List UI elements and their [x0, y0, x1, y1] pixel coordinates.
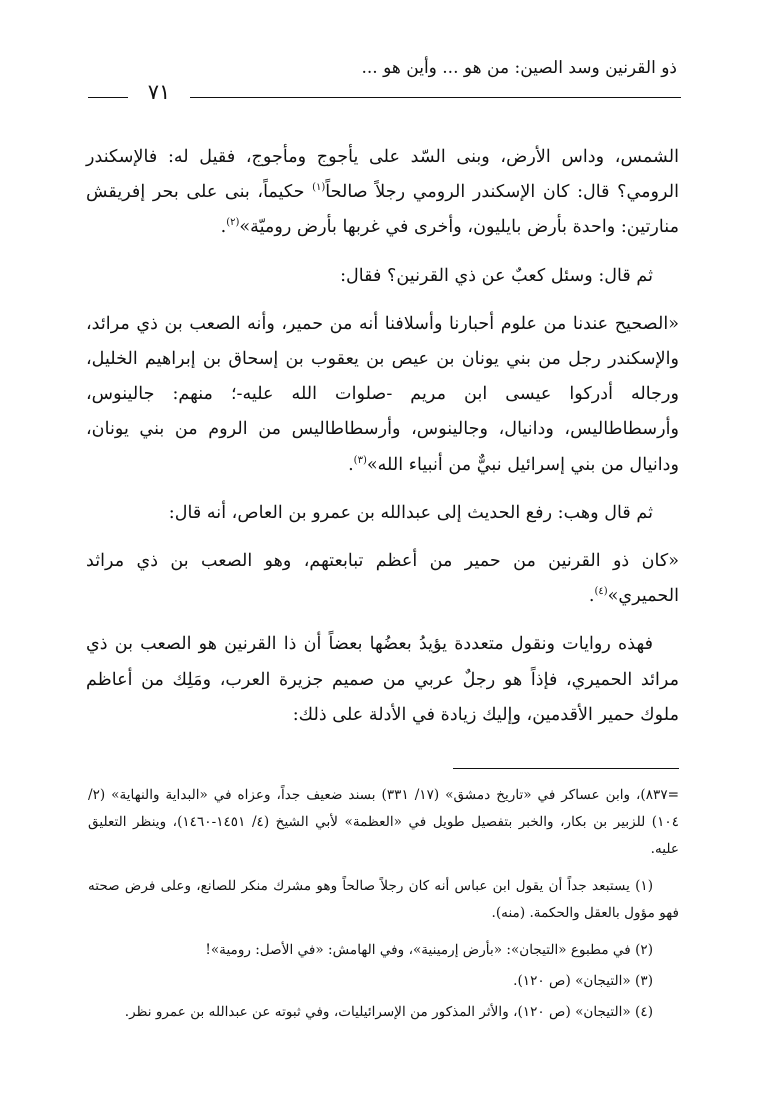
footnote-3: (٣) «التيجان» (ص ١٢٠).: [513, 973, 653, 989]
paragraph: [86, 496, 679, 531]
footnote-marker: (٤): [594, 586, 608, 598]
main-text: [86, 140, 679, 746]
quotation: [86, 544, 679, 614]
paragraph-end: .: [348, 454, 354, 475]
paragraph: [86, 627, 679, 733]
paragraph-text: ثم قال وهب: رفع الحديث إلى عبدالله بن عمرو بن العاص، أنه قال:: [168, 502, 653, 523]
quotation-text: «كان ذو القرنين من حمير من أعظم تبابعتهم، وهو الصعب بن ذي مراثد الحميري»: [86, 551, 679, 607]
paragraph-text: فهذه روايات ونقول متعددة يؤيدُ بعضُها بعضاً أن ذا القرنين هو الصعب بن ذي مرائد الحميري، فإذاً هو رجلٌ عربي من صميم جزيرة العرب، ومَلِك من أعاظم ملوك حمير الأقدمين، وإليك زيادة في الأدلة على ذلك:: [86, 634, 679, 725]
paragraph-end: .: [220, 217, 227, 238]
running-title: ذو القرنين وسد الصين: من هو ... وأين هو ...: [361, 58, 677, 78]
footnote-1: (١) يستبعد جداً أن يقول ابن عباس أنه كان رجلاً صالحاً وهو مشرك منكر للصانع، وعلى فرض صحته فهو مؤول بالعقل والحكمة. (منه).: [88, 878, 679, 921]
paragraph: [86, 259, 679, 294]
paragraph-text: الشمس، وداس الأرض، وبنى السّد على يأجوج ومأجوج، فقيل له: فالإسكندر الرومي؟ قال: كان الإسكندر الرومي رجلاً صالحاً: [86, 147, 680, 203]
footnote-separator: [453, 768, 679, 769]
footnote-4: (٤) «التيجان» (ص ١٢٠)، والأثر المذكور من الإسرائيليات، وفي ثبوته عن عبدالله بن عمرو نظر.: [124, 1004, 653, 1020]
page-number: ٧١: [147, 80, 171, 104]
footnote-marker: (١): [312, 182, 326, 194]
header-rule: [190, 97, 681, 98]
paragraph: [86, 140, 679, 246]
footnotes: [88, 782, 679, 1036]
footnote-continuation: =٨٣٧)، وابن عساكر في «تاريخ دمشق» (١٧/ ٣٣١) بسند ضعيف جداً، وعزاه في «البداية والنهاية» (٢/ ١٠٤) للزبير بن بكار، والخبر بتفصيل طويل في «العظمة» لأبي الشيخ (٤/ ١٤٥١-١٤٦٠)، وينظر التعليق عليه.: [88, 787, 680, 857]
paragraph-end: .: [588, 586, 595, 607]
paragraph-text: حكيماً، بنى على بحر إفريقش منارتين: واحدة بأرض بايليون، وأخرى في غربها بأرض روميّة»: [86, 182, 679, 238]
footnote-2: (٢) في مطبوع «التيجان»: «بأرض إرمينية»، وفي الهامش: «في الأصل: رومية»!: [205, 942, 653, 958]
quotation: [86, 307, 679, 483]
page-number-rule: [88, 97, 128, 98]
paragraph-text: ثم قال: وسئل كعبٌ عن ذي القرنين؟ فقال:: [340, 265, 653, 286]
quotation-text: «الصحيح عندنا من علوم أحبارنا وأسلافنا أنه من حمير، وأنه الصعب بن ذي مرائد، والإسكندر رجل من بني يونان بن عيص بن يعقوب بن إسحاق بن إبراهيم الخليل، ورجاله أدركوا عيسى ابن مريم -صلوات الله عليه-؛ منهم: جالينوس، وأرسطاطاليس، ودانيال، وجالينوس، وأرسطاطاليس من الروم من بني يونان، ودانيال من بني إسرائيل نبيٌّ من أنبياء الله»: [86, 313, 679, 475]
footnote-marker: (٢): [226, 217, 240, 229]
footnote-marker: (٣): [353, 454, 367, 466]
